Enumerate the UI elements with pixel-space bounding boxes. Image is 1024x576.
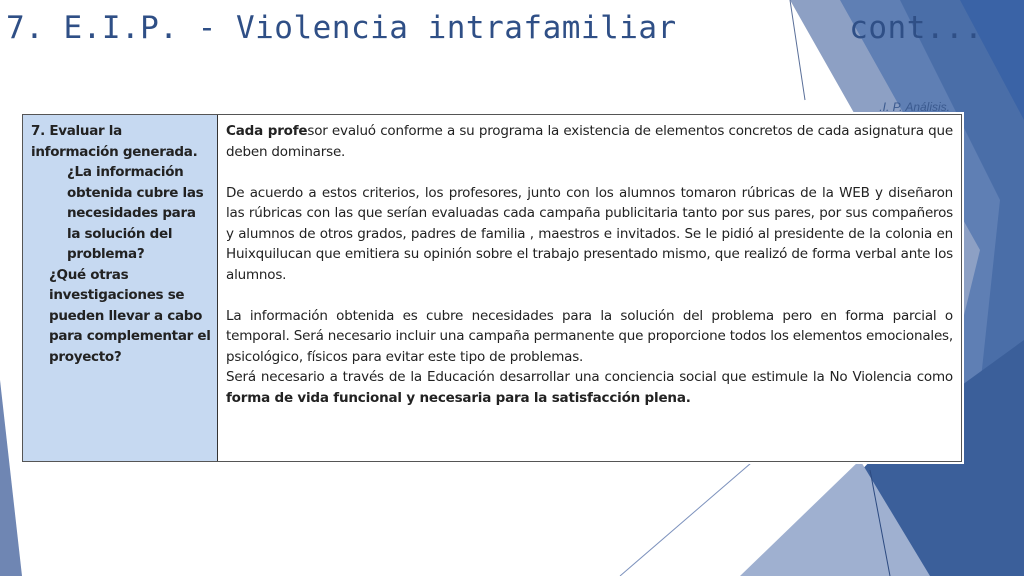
left-accent-shape [0, 380, 22, 576]
paragraph-criteria: De acuerdo a estos criterios, los profesores, junto con los alumnos tomaron rúbricas de la WEB y diseñaron las rúbricas con las que serían evaluadas cada campaña publicitaria tanto por sus pares, por sus compañeros y alumnos de otros grados, padres de familia , maestros e invitados. Se le pidió al presidente de la colonia en Huixquilucan que emitiera su opinión sobre el trabajo presentado mismo, que realizó de forma verbal ante los alumnos. [226, 184, 953, 283]
paragraph-education [226, 367, 953, 408]
paragraph-information: La información obtenida es cubre necesidades para la solución del problema pero en forma parcial o temporal. Será necesario incluir una campaña permanente que proporcione todos los elementos emocionales, psicológico, físicos para evitar este tipo de problemas. [226, 307, 953, 365]
slide-title: 7. E.I.P. - Violencia intrafamiliar cont... [6, 10, 984, 46]
question-evaluate: 7. Evaluar la información generada. [31, 123, 198, 160]
paragraph-education-text: Será necesario a través de la Educación desarrollar una conciencia social que estimule la No Violencia como [226, 369, 953, 385]
cropped-header-text: .I. P. Análisis. [879, 100, 950, 114]
content-table [22, 114, 962, 462]
question-information-coverage: ¿La información obtenida cubre las necesidades para la solución del problema? [67, 164, 204, 262]
paragraph-evaluation [226, 121, 953, 162]
paragraph-education-bold: forma de vida funcional y necesaria para la satisfacción plena. [226, 389, 691, 406]
paragraph-evaluation-rest: sor evaluó conforme a su programa la existencia de elementos concretos de cada asignatura que deben dominarse. [226, 123, 953, 160]
paragraph-evaluation-bold: Cada profe [226, 123, 308, 139]
question-other-research: ¿Qué otras investigaciones se pueden llevar a cabo para complementar el proyecto? [49, 266, 211, 365]
answers-cell [218, 115, 961, 461]
questions-cell [23, 115, 218, 461]
